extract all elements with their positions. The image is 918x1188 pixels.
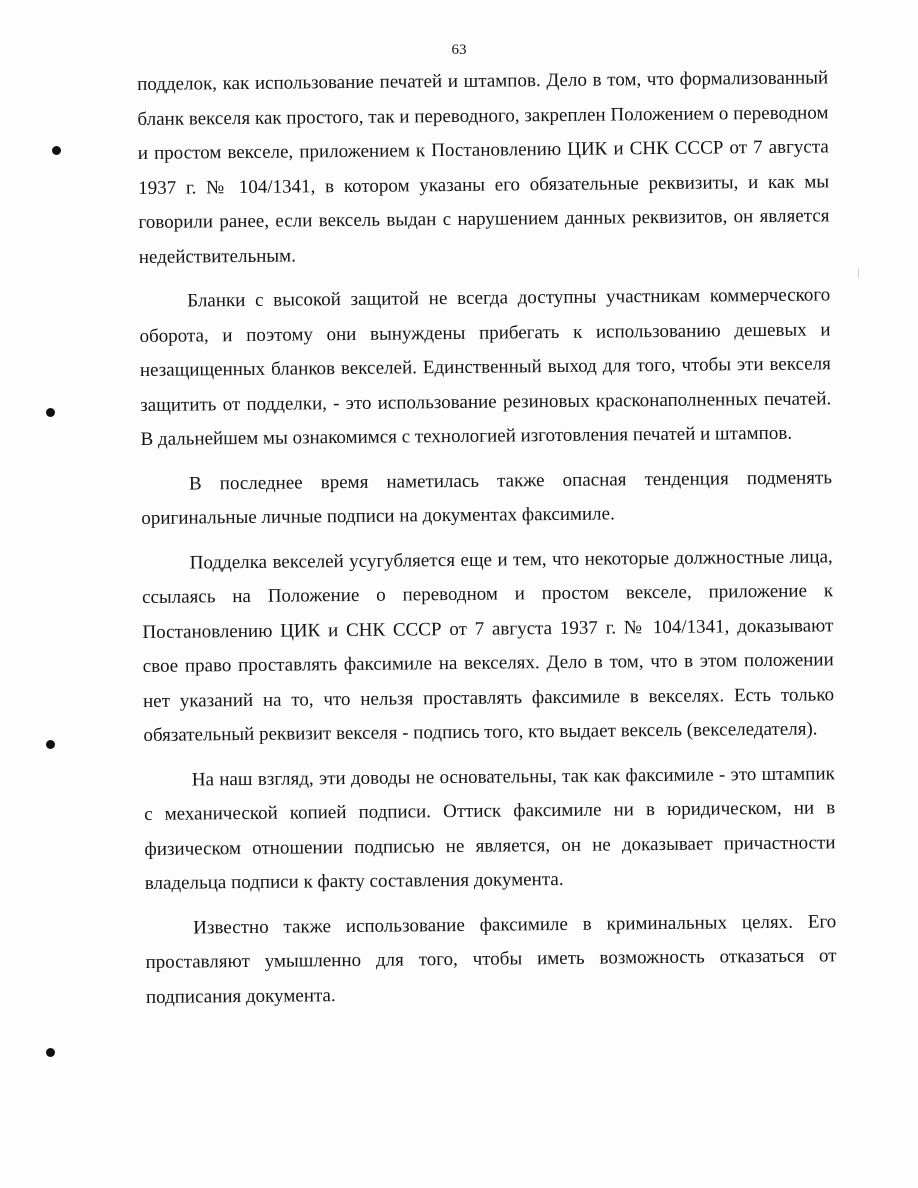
punch-hole (52, 146, 61, 155)
paragraph: В последнее время наметилась также опасная тенденция подменять оригинальные личные подписи на документах факсимиле. (141, 466, 833, 529)
paragraph: Известно также использование факсимиле в криминальных целях. Его проставляют умышленно для того, чтобы иметь возможность отказаться от подписания документа. (145, 910, 837, 1008)
scan-mark (858, 268, 859, 278)
paragraph: Бланки с высокой защитой не всегда доступны участникам коммерческого оборота, и поэтому они вынуждены прибегать к использованию дешевых и незащищенных бланков векселей. Единственный выход для того, чтобы эти векселя защитить от подделки, - это использование резиновых красконаполненных печатей. В дальнейшем мы ознакомимся с технологией изготовления печатей и штампов. (139, 284, 832, 450)
paragraph: На наш взгляд, эти доводы не основательны, так как факсимиле - это штампик с механической копией подписи. Оттиск факсимиле ни в юридическом, ни в физическом отношении подписью не является, он не доказывает причастности владельца подписи к факту составления документа. (144, 762, 836, 894)
paragraph: подделок, как использование печатей и штампов. Дело в том, что формализованный бланк векселя как простого, так и переводного, закреплен Положением о переводном и простом векселе, приложением к Постановлению ЦИК и СНК СССР от 7 августа 1937 г. № 104/1341, в котором указаны его обязательные реквизиты, и как мы говорили ранее, если вексель выдан с нарушением данных реквизитов, он является недействительным. (137, 67, 830, 268)
punch-hole (46, 1048, 55, 1057)
punch-hole (46, 408, 55, 417)
page-number: 63 (451, 42, 467, 58)
body-text (137, 61, 837, 1025)
punch-hole (46, 740, 55, 749)
paragraph: Подделка векселей усугубляется еще и тем, что некоторые должностные лица, ссылаясь на Положение о переводном и простом векселе, приложение к Постановлению ЦИК и СНК СССР от 7 августа 1937 г. № 104/1341, доказывают свое право проставлять факсимиле на векселях. Дело в том, что в этом положении нет указаний на то, что нельзя проставлять факсимиле в векселях. Есть только обязательный реквизит векселя - подпись того, кто выдает вексель (векселедателя). (141, 545, 835, 746)
